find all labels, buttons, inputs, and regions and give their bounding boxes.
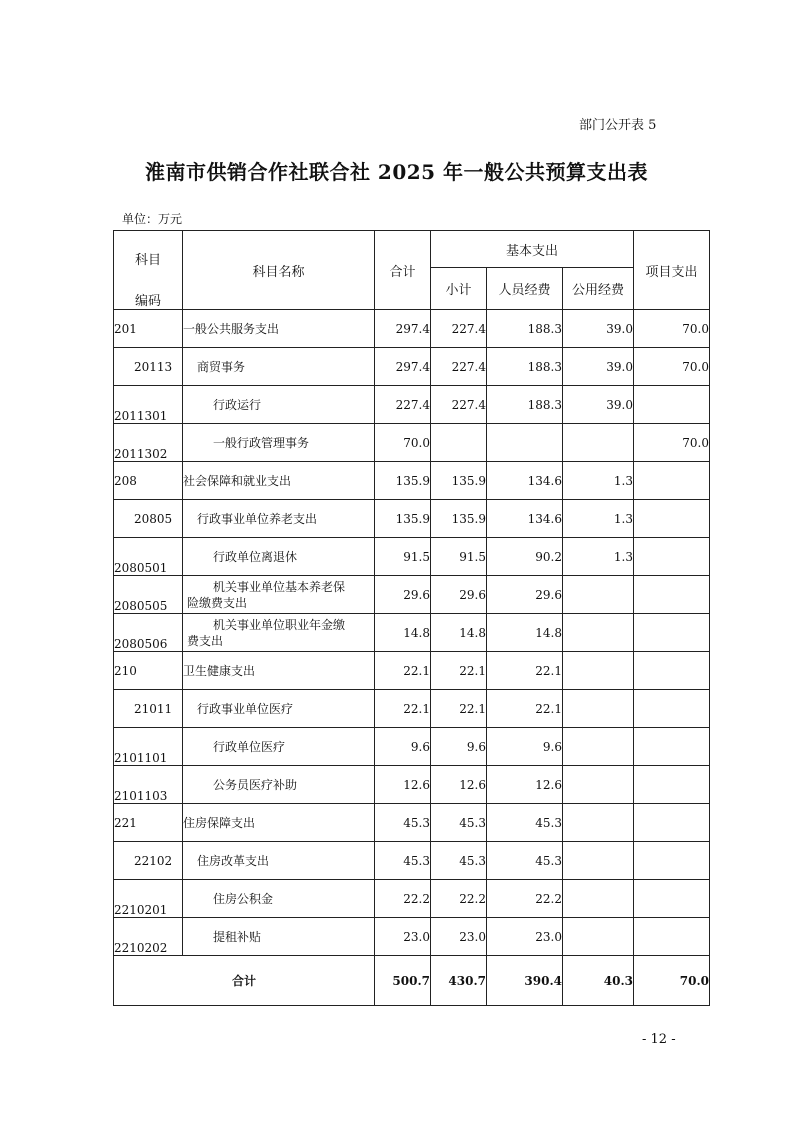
total-project: 70.0 [634,956,710,1006]
row-personnel: 12.6 [487,766,563,804]
row-subtotal: 22.1 [431,690,487,728]
row-name: 商贸事务 [183,348,375,386]
row-name: 住房公积金 [183,880,375,918]
row-subtotal [431,424,487,462]
row-total: 14.8 [375,614,431,652]
row-name [183,614,375,652]
row-name: 一般公共服务支出 [183,310,375,348]
row-name: 行政事业单位养老支出 [183,500,375,538]
total-subtotal: 430.7 [431,956,487,1006]
row-personnel: 22.1 [487,690,563,728]
row-public [563,880,634,918]
row-code: 2080506 [114,614,183,652]
row-total: 22.2 [375,880,431,918]
header-public: 公用经费 [563,268,634,310]
row-code: 2080505 [114,576,183,614]
row-personnel [487,424,563,462]
table-row [114,424,710,462]
row-subtotal: 9.6 [431,728,487,766]
table-row [114,500,710,538]
row-personnel: 45.3 [487,804,563,842]
row-subtotal: 227.4 [431,386,487,424]
row-code: 208 [114,462,183,500]
header-basic: 基本支出 [431,231,634,268]
budget-table [113,230,710,1006]
row-personnel: 134.6 [487,462,563,500]
row-project [634,462,710,500]
table-row [114,462,710,500]
row-public: 1.3 [563,462,634,500]
row-public [563,614,634,652]
table-total-row [114,956,710,1006]
total-total: 500.7 [375,956,431,1006]
row-name: 住房保障支出 [183,804,375,842]
row-name-line1: 机关事业单位基本养老保 [213,579,346,594]
row-public [563,728,634,766]
header-project: 项目支出 [634,231,710,310]
row-project: 70.0 [634,348,710,386]
row-personnel: 9.6 [487,728,563,766]
row-name-line1: 机关事业单位职业年金缴 [213,617,346,632]
table-row [114,386,710,424]
table-row [114,538,710,576]
table-row [114,842,710,880]
row-personnel: 14.8 [487,614,563,652]
row-personnel: 134.6 [487,500,563,538]
header-code-top: 科目 [134,253,161,268]
row-personnel: 90.2 [487,538,563,576]
row-public: 1.3 [563,538,634,576]
row-name: 公务员医疗补助 [183,766,375,804]
table-row [114,310,710,348]
table-row [114,766,710,804]
row-name-line2: 费支出 [187,633,224,648]
row-total: 22.1 [375,690,431,728]
row-name: 社会保障和就业支出 [183,462,375,500]
row-project [634,880,710,918]
row-total: 297.4 [375,310,431,348]
header-name: 科目名称 [183,231,375,310]
table-row [114,804,710,842]
row-public: 39.0 [563,386,634,424]
header-subtotal: 小计 [431,268,487,310]
row-project: 70.0 [634,310,710,348]
table-row [114,880,710,918]
row-code: 2011302 [114,424,183,462]
row-personnel: 188.3 [487,386,563,424]
row-personnel: 188.3 [487,348,563,386]
unit-label: 单位：万元 [122,212,183,226]
row-name: 卫生健康支出 [183,652,375,690]
row-code: 2101101 [114,728,183,766]
row-public: 39.0 [563,310,634,348]
row-code: 2210201 [114,880,183,918]
row-project [634,614,710,652]
row-project [634,652,710,690]
row-public [563,804,634,842]
row-subtotal: 22.1 [431,652,487,690]
row-project [634,576,710,614]
row-code: 2011301 [114,386,183,424]
row-code: 2210202 [114,918,183,956]
row-subtotal: 91.5 [431,538,487,576]
row-name: 提租补贴 [183,918,375,956]
row-personnel: 188.3 [487,310,563,348]
table-row [114,690,710,728]
row-personnel: 22.1 [487,652,563,690]
row-total: 135.9 [375,462,431,500]
row-project [634,766,710,804]
row-code: 221 [114,804,183,842]
row-total: 12.6 [375,766,431,804]
row-personnel: 22.2 [487,880,563,918]
row-subtotal: 45.3 [431,842,487,880]
table-row [114,728,710,766]
row-total: 45.3 [375,842,431,880]
row-subtotal: 135.9 [431,462,487,500]
table-row [114,576,710,614]
row-subtotal: 227.4 [431,348,487,386]
total-label: 合计 [114,956,375,1006]
row-subtotal: 29.6 [431,576,487,614]
row-name: 行政事业单位医疗 [183,690,375,728]
page-number: - 12 - [642,1032,676,1047]
row-project [634,538,710,576]
row-code: 21011 [114,690,183,728]
row-public [563,766,634,804]
table-row [114,348,710,386]
header-code-bottom: 编码 [134,294,161,309]
row-name: 行政单位离退休 [183,538,375,576]
row-personnel: 29.6 [487,576,563,614]
row-total: 135.9 [375,500,431,538]
row-public [563,424,634,462]
row-code: 2101103 [114,766,183,804]
header-code [114,231,183,310]
row-public: 1.3 [563,500,634,538]
row-personnel: 45.3 [487,842,563,880]
header-total: 合计 [375,231,431,310]
row-name-line2: 险缴费支出 [187,595,248,610]
row-public [563,652,634,690]
row-subtotal: 23.0 [431,918,487,956]
table-row [114,918,710,956]
table-row [114,652,710,690]
row-code: 2080501 [114,538,183,576]
row-total: 227.4 [375,386,431,424]
row-name [183,576,375,614]
row-personnel: 23.0 [487,918,563,956]
row-total: 9.6 [375,728,431,766]
row-subtotal: 45.3 [431,804,487,842]
row-code: 210 [114,652,183,690]
row-project [634,842,710,880]
row-total: 297.4 [375,348,431,386]
row-total: 91.5 [375,538,431,576]
row-project [634,690,710,728]
row-subtotal: 22.2 [431,880,487,918]
row-public [563,690,634,728]
row-project: 70.0 [634,424,710,462]
row-public [563,842,634,880]
row-name: 行政单位医疗 [183,728,375,766]
row-name: 行政运行 [183,386,375,424]
header-personnel: 人员经费 [487,268,563,310]
row-total: 70.0 [375,424,431,462]
row-name: 一般行政管理事务 [183,424,375,462]
row-subtotal: 12.6 [431,766,487,804]
row-subtotal: 227.4 [431,310,487,348]
row-code: 20113 [114,348,183,386]
total-personnel: 390.4 [487,956,563,1006]
row-project [634,386,710,424]
row-subtotal: 135.9 [431,500,487,538]
row-name: 住房改革支出 [183,842,375,880]
row-project [634,804,710,842]
row-code: 20805 [114,500,183,538]
row-subtotal: 14.8 [431,614,487,652]
row-code: 201 [114,310,183,348]
table-row [114,614,710,652]
page-title: 淮南市供销合作社联合社 2025 年一般公共预算支出表 [144,160,649,184]
row-project [634,918,710,956]
row-code: 22102 [114,842,183,880]
row-total: 45.3 [375,804,431,842]
row-total: 23.0 [375,918,431,956]
row-public [563,576,634,614]
form-label: 部门公开表 5 [579,118,657,133]
row-project [634,500,710,538]
row-public: 39.0 [563,348,634,386]
row-total: 29.6 [375,576,431,614]
total-public: 40.3 [563,956,634,1006]
row-public [563,918,634,956]
row-project [634,728,710,766]
row-total: 22.1 [375,652,431,690]
